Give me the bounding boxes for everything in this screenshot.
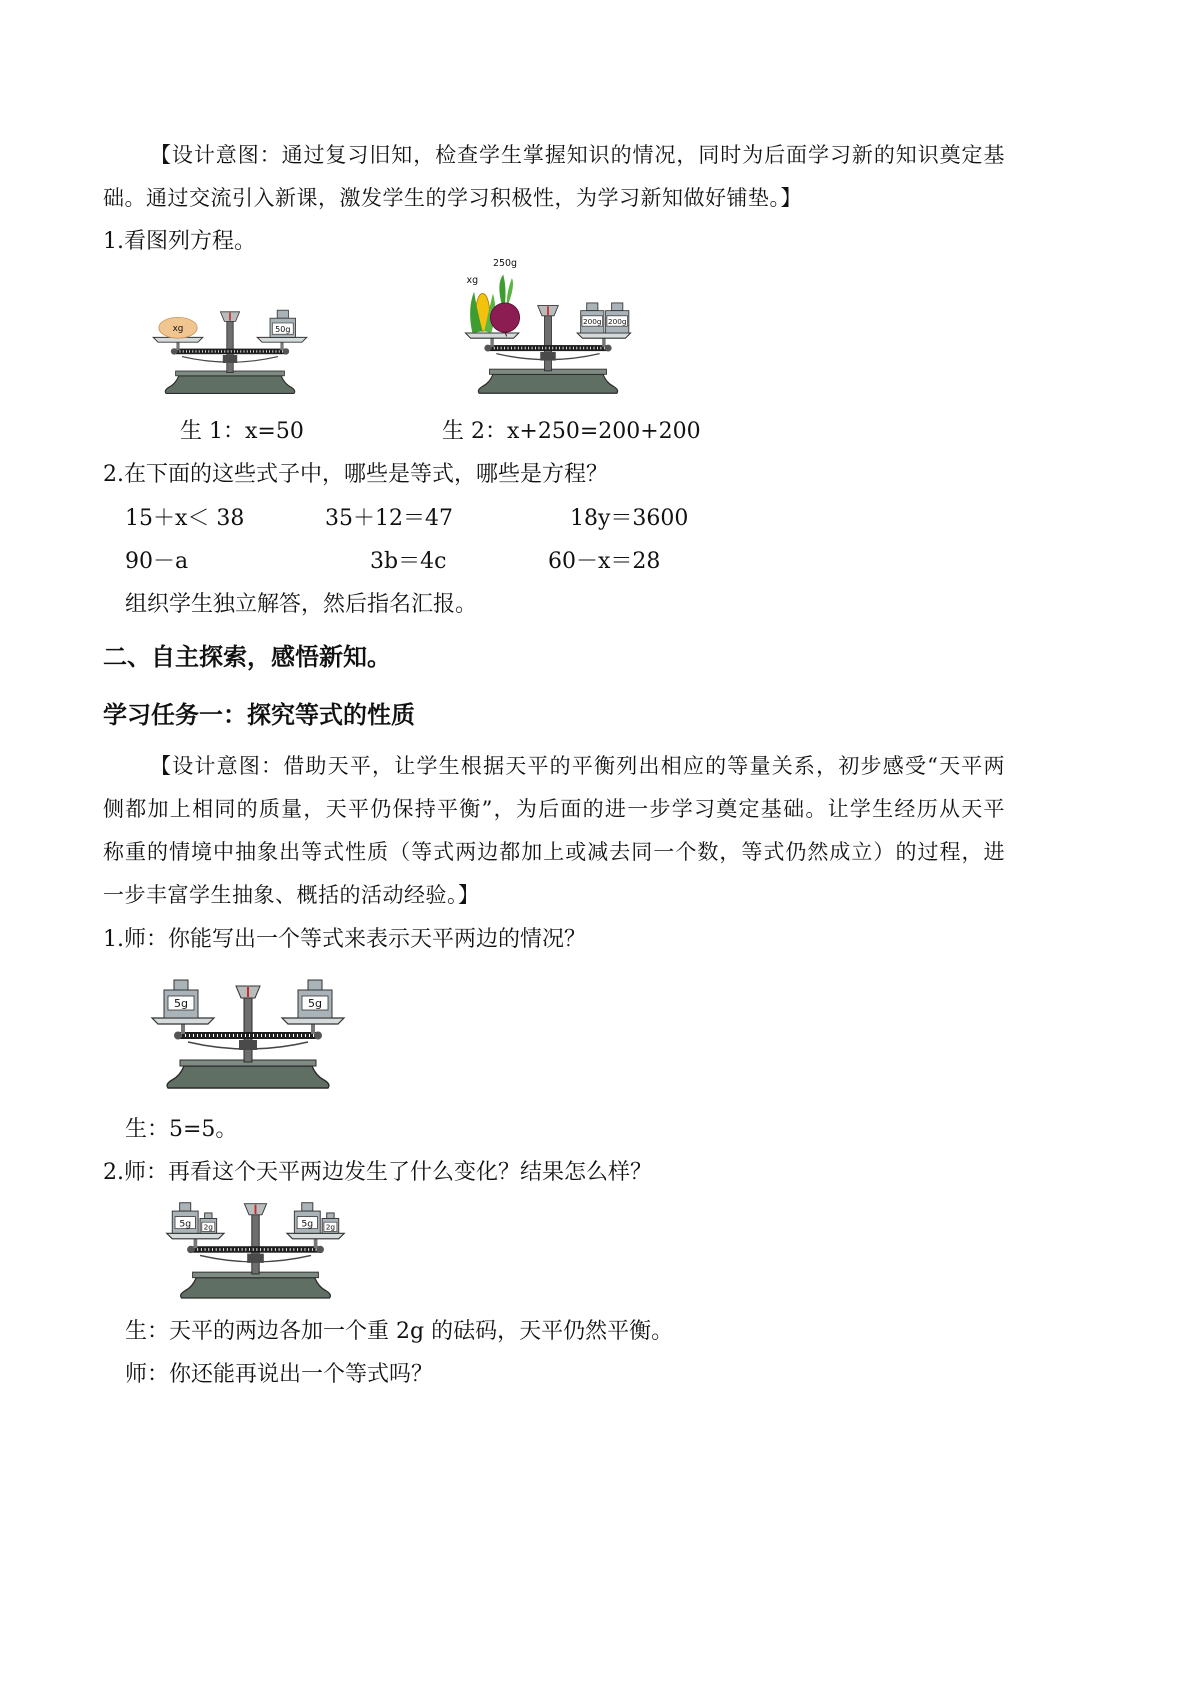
step-2-follow-up: 师：你还能再说出一个等式吗？ (125, 1362, 434, 1387)
balance-scale-egg (150, 291, 310, 395)
weight-5g (164, 980, 198, 1018)
weight-5g (172, 1203, 198, 1234)
student-1-answer: 生 1：x=50 (180, 419, 304, 444)
weight-label: 5g (301, 1218, 314, 1230)
step-2-question: 2.师：再看这个天平两边发生了什么变化？结果怎么样？ (103, 1160, 652, 1185)
weight-5g (298, 980, 332, 1018)
design-intent-1-line-2: 础。通过交流引入新课，激发学生的学习积极性，为学习新知做好铺垫。】 (103, 186, 802, 210)
design-intent-2-line-2: 侧都加上相同的质量，天平仍保持平衡”，为后面的进一步学习奠定基础。让学生经历从天平 (103, 797, 1005, 821)
balance-scale-7g-7g (163, 1198, 348, 1300)
expression: 18y＝3600 (570, 506, 689, 531)
corn-label: xg (466, 275, 479, 287)
weight-200g (606, 303, 629, 333)
weight-label: 2g (325, 1222, 336, 1232)
student-2-answer: 生 2：x+250=200+200 (442, 419, 701, 444)
exercise-2-instruction: 组织学生独立解答，然后指名汇报。 (125, 592, 478, 617)
weight-200g (581, 303, 604, 333)
weight-label: 5g (174, 997, 188, 1010)
design-intent-2-line-1: 【设计意图：借助天平，让学生根据天平的平衡列出相应的等量关系，初步感受“天平两 (150, 754, 1005, 778)
weight-50g (270, 310, 296, 337)
weight-2g (322, 1213, 339, 1233)
step-2-answer: 生：天平的两边各加一个重 2g 的砝码，天平仍然平衡。 (125, 1319, 674, 1344)
weight-label: 5g (308, 997, 322, 1010)
design-intent-2-line-4: 一步丰富学生抽象、概括的活动经验。】 (103, 883, 480, 907)
expression: 35＋12＝47 (325, 506, 453, 531)
task-heading: 学习任务一：探究等式的性质 (103, 701, 415, 729)
section-heading: 二、自主探索，感悟新知。 (103, 643, 391, 671)
egg-icon (159, 317, 197, 338)
balance-scale-vegetables (462, 253, 634, 395)
exercise-2-title: 2.在下面的这些式子中，哪些是等式，哪些是方程？ (103, 462, 608, 487)
expression: 15＋x＜ 38 (125, 506, 245, 531)
expression: 60－x＝28 (548, 549, 661, 574)
weight-label: 200g (583, 317, 602, 326)
egg-label: xg (172, 324, 184, 334)
beet-label: 250g (492, 257, 518, 269)
weight-label: 200g (607, 317, 627, 326)
expression: 90－a (125, 549, 189, 574)
weight-5g (294, 1203, 320, 1234)
weight-2g (200, 1213, 217, 1233)
design-intent-1-line-1: 【设计意图：通过复习旧知，检查学生掌握知识的情况，同时为后面学习新的知识奠定基 (150, 143, 1005, 167)
balance-scale-5g-5g (148, 970, 348, 1090)
expression: 3b＝4c (370, 549, 447, 574)
weight-label: 5g (179, 1218, 192, 1230)
step-1-answer: 生：5=5。 (125, 1117, 238, 1142)
weight-label: 50g (275, 324, 291, 334)
design-intent-2-line-3: 称重的情境中抽象出等式性质（等式两边都加上或减去同一个数，等式仍然成立）的过程，进 (103, 840, 1005, 864)
weight-label: 2g (203, 1222, 214, 1232)
step-1-question: 1.师：你能写出一个等式来表示天平两边的情况？ (103, 927, 586, 952)
exercise-1-title: 1.看图列方程。 (103, 229, 256, 254)
